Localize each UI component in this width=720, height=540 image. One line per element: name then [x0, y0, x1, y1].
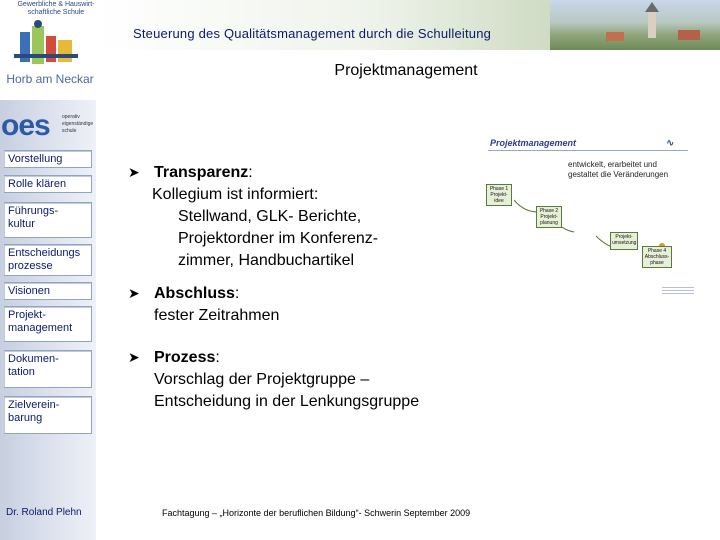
diagram-caption: entwickelt, erarbeitet und gestaltet die Veränderungen [568, 160, 669, 179]
arrow-bullet-icon: ➤ [128, 164, 140, 180]
footer-text: Fachtagung – „Horizonte der beruflichen Bildung“- Schwerin September 2009 [162, 508, 471, 518]
bullet-heading: Prozess [154, 349, 216, 366]
bullet-text: Stellwand, GLK- Berichte, [178, 208, 362, 225]
decorative-lines [662, 285, 694, 297]
church-tower-icon [648, 12, 656, 38]
bullet-heading: Transparenz [154, 164, 249, 181]
oes-logo: oes [1, 109, 50, 142]
bullet-text: fester Zeitrahmen [154, 307, 280, 324]
project-phase-diagram [486, 134, 694, 294]
nav-visionen[interactable]: Visionen [4, 282, 92, 300]
town-photo [550, 0, 720, 50]
nav-rolle-klaeren[interactable]: Rolle klären [4, 175, 92, 193]
school-name-line: Gewerbliche & Hauswirt- [17, 1, 95, 8]
sidebar [0, 0, 96, 540]
phase-box: Phase 4 Abschluss- phase [642, 246, 672, 268]
diagram-logo-icon: ∿ [666, 138, 675, 149]
nav-entscheidungsprozesse[interactable]: Entscheidungs prozesse [4, 244, 92, 276]
school-name-line: schaftliche Schule [27, 9, 85, 16]
bullet-text: Kollegium ist informiert: [152, 186, 319, 203]
arrow-bullet-icon: ➤ [128, 285, 140, 301]
phase-box: Phase 1 Projekt- idee [486, 184, 512, 206]
bullet-text: zimmer, Handbuchartikel [178, 252, 355, 269]
page-title: Steuerung des Qualitätsmanagement durch die Schulleitung [133, 26, 492, 41]
diagram-title: Projektmanagement [490, 138, 577, 148]
phase-box: Phase 2 Projekt- planung [536, 206, 562, 228]
nav-fuehrungskultur[interactable]: Führungs- kultur [4, 202, 92, 238]
bullet-heading: Abschluss [154, 285, 235, 302]
slide: Gewerbliche & Hauswirt- schaftliche Schule Horb am Neckar oes operativ eigenständige schule Vorstellung Rolle klären Führungs- kultur Entscheidungs prozesse Visionen Projekt- management Dokumen- tation Zielverein- barung Dr. Roland Plehn Steuerung des Qualitätsmanagement durch die Schulleitung Projektmanagement ➤ Transparenz: Kollegium ist informiert: Stellwand, GLK- Berichte, Projektordner im Konferenz- zimmer, Handbuchartikel ➤ Abschluss: fester Zeitrahmen ➤ Prozess: Vorschlag der Projektgruppe – Entscheidung in der Lenkungsgruppe Projektmanagement ∿ entwickelt, erarbeitet und gestaltet die Veränderungen Phase 1 Projekt- idee Phase 2 Projekt- planung Projekt- umsetzung Phase 4 Abschluss- phase Fachtagung – „Horizonte der beruflichen Bildung“- Schwerin September 2009 [0, 0, 720, 540]
bullet-text: Entscheidung in der Lenkungsgruppe [154, 393, 420, 410]
bullet-text: Vorschlag der Projektgruppe – [154, 371, 370, 388]
nav-vorstellung[interactable]: Vorstellung [4, 150, 92, 168]
nav-zielvereinbarung[interactable]: Zielverein- barung [4, 396, 92, 434]
school-town: Horb am Neckar [6, 72, 94, 86]
arrow-bullet-icon: ➤ [128, 349, 140, 365]
phase-arrows [486, 134, 694, 294]
phase-box: Projekt- umsetzung [610, 232, 638, 250]
nav-dokumentation[interactable]: Dokumen- tation [4, 350, 92, 388]
bullet-text: Projektordner im Konferenz- [178, 230, 379, 247]
section-title: Projektmanagement [334, 62, 478, 79]
author: Dr. Roland Plehn [6, 507, 82, 518]
nav-projektmanagement[interactable]: Projekt- management [4, 306, 92, 342]
oes-subtitle: operativ eigenständige schule [62, 114, 94, 134]
header-banner [96, 0, 720, 50]
school-logo [0, 0, 96, 100]
